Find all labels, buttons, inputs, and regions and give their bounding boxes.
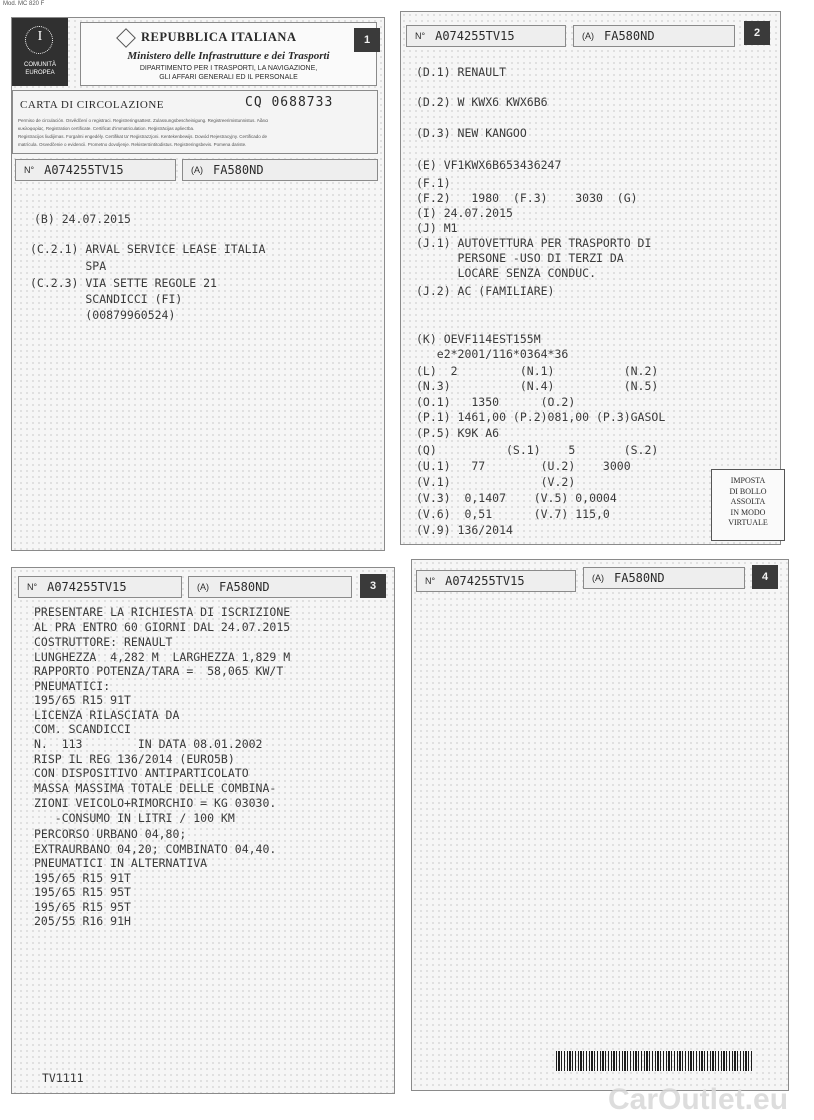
field-line: (V.1) (V.2) (416, 475, 576, 489)
plate-number: FA580ND (604, 29, 655, 43)
field-line: (O.1) 1350 (O.2) (416, 395, 576, 409)
page-number: 2 (744, 21, 770, 45)
carta-number: CQ 0688733 (245, 95, 334, 110)
multilingual-text: Permiso de circulación. Osvědčení o registraci. Registreringsattest. Zulassungsbescheinigung. Registreerimistunnistus. Άδεια κυκλοφορίας. Registration certificate. Certificat d'immatriculation. Reģistrācijas apliecība. Registracijos liudijimas. Forgalmi engedély. Certifikat ta' Reġistrazzjoni. Kentekenbewijs. Dowód Rejestracyjny. Certificado de matrícula. Osvedčenie o evidencii. Prometno dovoljenje. Rekisteröintitodistus. Registreringsbevis. Pomena dariste. (18, 118, 268, 147)
field-line: PERSONE -USO DI TERZI DA (416, 251, 624, 265)
field-line: PRESENTARE LA RICHIESTA DI ISCRIZIONE (34, 605, 291, 619)
field-line: 195/65 R15 91T (34, 693, 131, 707)
doc-number-box (406, 25, 566, 47)
field-line: LICENZA RILASCIATA DA (34, 708, 180, 722)
field-line: (F.1) (416, 176, 451, 190)
eu-flag-line2: EUROPEA (25, 70, 55, 76)
page-2 (400, 11, 781, 545)
field-line: PNEUMATICI: (34, 679, 111, 693)
carta-header (12, 90, 378, 154)
field-line: LOCARE SENZA CONDUC. (416, 266, 597, 280)
doc-number-label: N° (24, 165, 35, 175)
field-line: (J.2) AC (FAMILIARE) (416, 284, 555, 298)
field-line: (J.1) AUTOVETTURA PER TRASPORTO DI (416, 236, 652, 250)
doc-number-label: N° (27, 582, 38, 592)
doc-number-box (416, 570, 576, 592)
field-line: e2*2001/116*0364*36 (416, 347, 569, 361)
field-line: PERCORSO URBANO 04,80; (34, 827, 187, 841)
field-line: AL PRA ENTRO 60 GIORNI DAL 24.07.2015 (34, 620, 291, 634)
field-line: COSTRUTTORE: RENAULT (34, 635, 173, 649)
field-line: (00879960524) (30, 308, 176, 322)
page-number: 1 (354, 28, 380, 52)
page-number: 3 (360, 574, 386, 598)
plate-number: FA580ND (219, 580, 270, 594)
field-line: (Q) (S.1) 5 (S.2) (416, 443, 659, 457)
footer-code: TV1111 (42, 1071, 84, 1085)
field-line: (C.2.1) ARVAL SERVICE LEASE ITALIA (30, 242, 266, 256)
field-line: -CONSUMO IN LITRI / 100 KM (34, 811, 235, 825)
doc-number: A074255TV15 (445, 574, 525, 588)
department-line2: GLI AFFARI GENERALI ED IL PERSONALE (159, 74, 298, 81)
plate-label: (A) (592, 573, 604, 583)
field-line: (D.3) NEW KANGOO (416, 126, 527, 140)
field-line: (D.1) RENAULT (416, 65, 507, 79)
doc-number-box (18, 576, 182, 598)
carta-title: CARTA DI CIRCOLAZIONE (20, 99, 165, 111)
field-line: (I) 24.07.2015 (416, 206, 513, 220)
plate-number: FA580ND (213, 163, 264, 177)
plate-box (188, 576, 352, 598)
plate-box (583, 567, 745, 589)
field-line: SPA (30, 259, 107, 273)
plate-box (182, 159, 378, 181)
field-line: LUNGHEZZA 4,282 M LARGHEZZA 1,829 M (34, 650, 291, 664)
doc-number-label: N° (415, 31, 426, 41)
page-number: 4 (752, 565, 778, 589)
field-line: (V.6) 0,51 (V.7) 115,0 (416, 507, 610, 521)
field-line: MASSA MASSIMA TOTALE DELLE COMBINA- (34, 781, 277, 795)
eu-flag-line1: COMUNITÀ (24, 62, 56, 68)
plate-label: (A) (191, 165, 203, 175)
field-line: (V.9) 136/2014 (416, 523, 513, 537)
eu-flag-letter: I (37, 29, 43, 44)
field-line: SCANDICCI (FI) (30, 292, 183, 306)
plate-label: (A) (197, 582, 209, 592)
field-line: 195/65 R15 91T (34, 871, 131, 885)
field-line: (F.2) 1980 (F.3) 3030 (G) (416, 191, 638, 205)
field-line: (C.2.3) VIA SETTE REGOLE 21 (30, 276, 217, 290)
republic-title: REPUBBLICA ITALIANA (141, 30, 297, 44)
field-line: 195/65 R15 95T (34, 885, 131, 899)
mod-label: Mod. MC 820 F (3, 1, 45, 7)
field-line: 195/65 R15 95T (34, 900, 131, 914)
page-4 (411, 559, 789, 1091)
italian-emblem-icon (116, 28, 136, 48)
field-line: 205/55 R16 91H (34, 914, 131, 928)
page-1 (11, 17, 385, 551)
page-3 (11, 567, 395, 1094)
stamp-duty-box: IMPOSTA DI BOLLO ASSOLTA IN MODO VIRTUALE (711, 469, 785, 541)
eu-flag-icon (12, 18, 68, 86)
field-line: (P.5) K9K A6 (416, 426, 500, 440)
doc-number: A074255TV15 (47, 580, 127, 594)
field-line: (U.1) 77 (U.2) 3000 (416, 459, 631, 473)
field-line: (L) 2 (N.1) (N.2) (416, 364, 659, 378)
field-line: CON DISPOSITIVO ANTIPARTICOLATO (34, 766, 249, 780)
field-line: RAPPORTO POTENZA/TARA = 58,065 KW/T (34, 664, 284, 678)
department-line1: DIPARTIMENTO PER I TRASPORTI, LA NAVIGAZIONE, (139, 65, 318, 72)
field-line: N. 113 IN DATA 08.01.2002 (34, 737, 263, 751)
doc-number-label: N° (425, 576, 436, 586)
field-line: (K) OEVF114EST155M (416, 332, 541, 346)
field-line: (V.3) 0,1407 (V.5) 0,0004 (416, 491, 617, 505)
field-line: PNEUMATICI IN ALTERNATIVA (34, 856, 208, 870)
doc-number-box (15, 159, 176, 181)
doc-number: A074255TV15 (435, 29, 515, 43)
field-line: (B) 24.07.2015 (34, 212, 131, 226)
field-line: COM. SCANDICCI (34, 722, 131, 736)
field-line: (N.3) (N.4) (N.5) (416, 379, 659, 393)
doc-number: A074255TV15 (44, 163, 124, 177)
plate-box (573, 25, 735, 47)
field-line: (J) M1 (416, 221, 458, 235)
field-line: (D.2) W KWX6 KWX6B6 (416, 95, 548, 109)
barcode-icon (556, 1051, 754, 1071)
plate-number: FA580ND (614, 571, 665, 585)
field-line: EXTRAURBANO 04,20; COMBINATO 04,40. (34, 842, 277, 856)
plate-label: (A) (582, 31, 594, 41)
field-line: (P.1) 1461,00 (P.2)081,00 (P.3)GASOL (416, 410, 666, 424)
field-line: (E) VF1KWX6B653436247 (416, 158, 562, 172)
watermark: CarOutlet.eu (608, 1083, 789, 1116)
republic-header (80, 22, 377, 86)
ministry-name: Ministero delle Infrastrutture e dei Trasporti (127, 50, 330, 62)
field-line: ZIONI VEICOLO+RIMORCHIO = KG 03030. (34, 796, 277, 810)
field-line: RISP IL REG 136/2014 (EURO5B) (34, 752, 235, 766)
